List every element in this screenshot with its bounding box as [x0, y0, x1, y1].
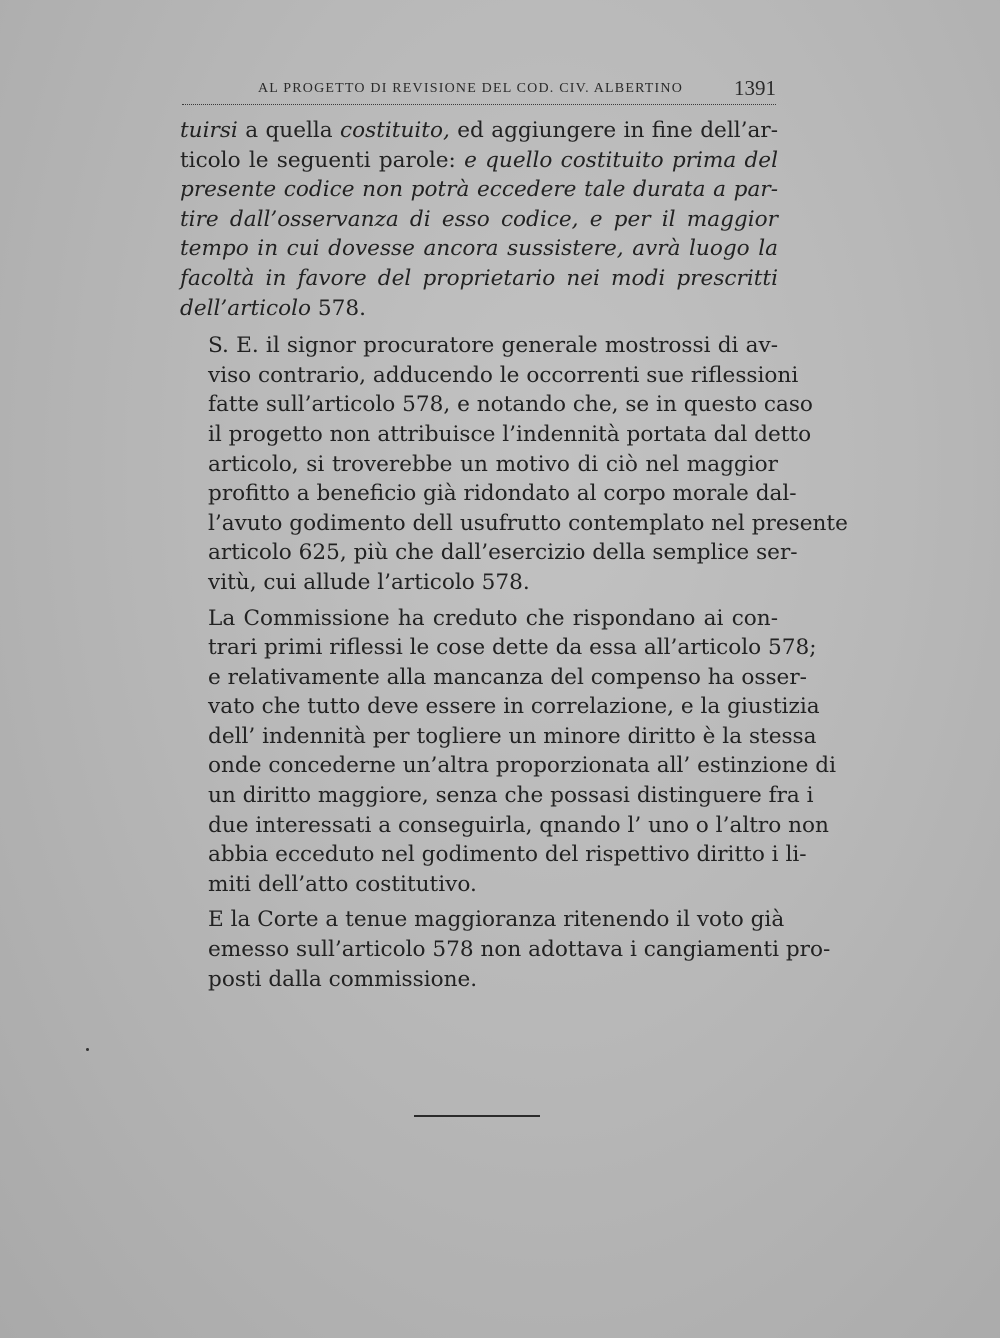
- text-line: [180, 663, 807, 693]
- text-line: [180, 509, 848, 539]
- section-end-rule: [414, 1115, 540, 1117]
- text-line: [180, 234, 778, 264]
- text-line: [180, 294, 778, 324]
- roman-text: vitù, cui allude l’articolo 578.: [208, 569, 530, 595]
- text-line: [180, 965, 778, 995]
- roman-text: fatte sull’articolo 578, e notando che, se in questo caso: [208, 392, 813, 418]
- paragraph: [180, 604, 837, 900]
- italic-text: facoltà in favore del proprietario nei modi prescritti: [180, 265, 778, 291]
- paragraph: [180, 116, 778, 323]
- text-line: [180, 905, 785, 935]
- running-title: AL PROGETTO DI REVISIONE DEL COD. CIV. ALBERTINO: [258, 81, 684, 96]
- text-line: [180, 692, 820, 722]
- text-line: [180, 264, 778, 294]
- italic-text: tuirsi: [180, 118, 238, 143]
- text-line: [180, 331, 778, 361]
- text-line: [180, 479, 797, 509]
- header-rule: [182, 104, 776, 105]
- italic-text: dell’articolo: [180, 295, 312, 321]
- text-line: [180, 633, 817, 663]
- roman-text: due interessati a conseguirla, qnando l’ uno o l’altro non: [208, 812, 829, 838]
- text-line: [180, 538, 798, 568]
- roman-text: articolo, si troverebbe un motivo di ciò nel maggior: [208, 451, 778, 477]
- roman-text: 578.: [311, 295, 367, 321]
- body-text: [180, 116, 848, 994]
- paragraph: [180, 905, 831, 994]
- roman-text: dell’ indennità per togliere un minore diritto è la stessa: [208, 723, 817, 749]
- text-line: [180, 146, 778, 176]
- roman-text: ticolo le seguenti parole:: [180, 147, 465, 173]
- roman-text: ed aggiungere in fine dell’ar-: [449, 118, 778, 143]
- roman-text: e relativamente alla mancanza del compenso ha osser-: [208, 664, 807, 690]
- text-line: [180, 116, 778, 146]
- roman-text: emesso sull’articolo 578 non adottava i cangiamenti pro-: [208, 937, 831, 963]
- text-line: [180, 450, 778, 480]
- roman-text: posti dalla commissione.: [208, 966, 478, 992]
- text-line: [180, 840, 807, 870]
- roman-text: La Commissione ha creduto che rispondano ai con-: [208, 605, 778, 631]
- roman-text: il progetto non attribuisce l’indennità portata dal detto: [208, 421, 812, 447]
- paper-speck: [86, 1048, 89, 1051]
- italic-text: presente codice non potrà eccedere tale durata a par-: [180, 177, 778, 203]
- italic-text: tempo in cui dovesse ancora sussistere, avrà luogo la: [180, 236, 778, 262]
- page-number: 1391: [734, 76, 776, 100]
- italic-text: tire dall’osservanza di esso codice, e per il maggior: [180, 206, 778, 232]
- text-line: [180, 361, 799, 391]
- text-line: [180, 420, 812, 450]
- roman-text: miti dell’atto costitutivo.: [208, 871, 477, 897]
- text-line: [180, 205, 778, 235]
- roman-text: trari primi riflessi le cose dette da essa all’articolo 578;: [208, 635, 817, 661]
- roman-text: onde concederne un’altra proporzionata all’ estinzione di: [208, 753, 837, 779]
- text-line: [180, 751, 837, 781]
- roman-text: a quella: [237, 118, 341, 143]
- roman-text: articolo 625, più che dall’esercizio della semplice ser-: [208, 540, 798, 566]
- text-line: [180, 604, 778, 634]
- text-line: [180, 722, 817, 752]
- roman-text: un diritto maggiore, senza che possasi distinguere fra i: [208, 783, 814, 809]
- text-line: [180, 568, 778, 598]
- paragraph: [180, 331, 848, 597]
- roman-text: E la Corte a tenue maggioranza ritenendo il voto già: [208, 907, 785, 933]
- roman-text: S. E. il signor procuratore generale mostrossi di av-: [208, 333, 778, 359]
- text-line: [180, 781, 814, 811]
- roman-text: vato che tutto deve essere in correlazione, e la giustizia: [208, 694, 820, 720]
- italic-text: e quello costituito prima del: [464, 147, 778, 173]
- text-line: [180, 811, 829, 841]
- running-head: [182, 76, 776, 102]
- text-line: [180, 390, 813, 420]
- roman-text: abbia ecceduto nel godimento del rispettivo diritto i li-: [208, 842, 807, 868]
- text-line: [180, 175, 778, 205]
- roman-text: viso contrario, adducendo le occorrenti sue riflessioni: [208, 362, 799, 388]
- italic-text: costituito,: [340, 118, 450, 143]
- roman-text: l’avuto godimento dell usufrutto contemplato nel presente: [208, 510, 848, 536]
- text-line: [180, 935, 831, 965]
- text-line: [180, 870, 778, 900]
- roman-text: profitto a beneficio già ridondato al corpo morale dal-: [208, 481, 797, 507]
